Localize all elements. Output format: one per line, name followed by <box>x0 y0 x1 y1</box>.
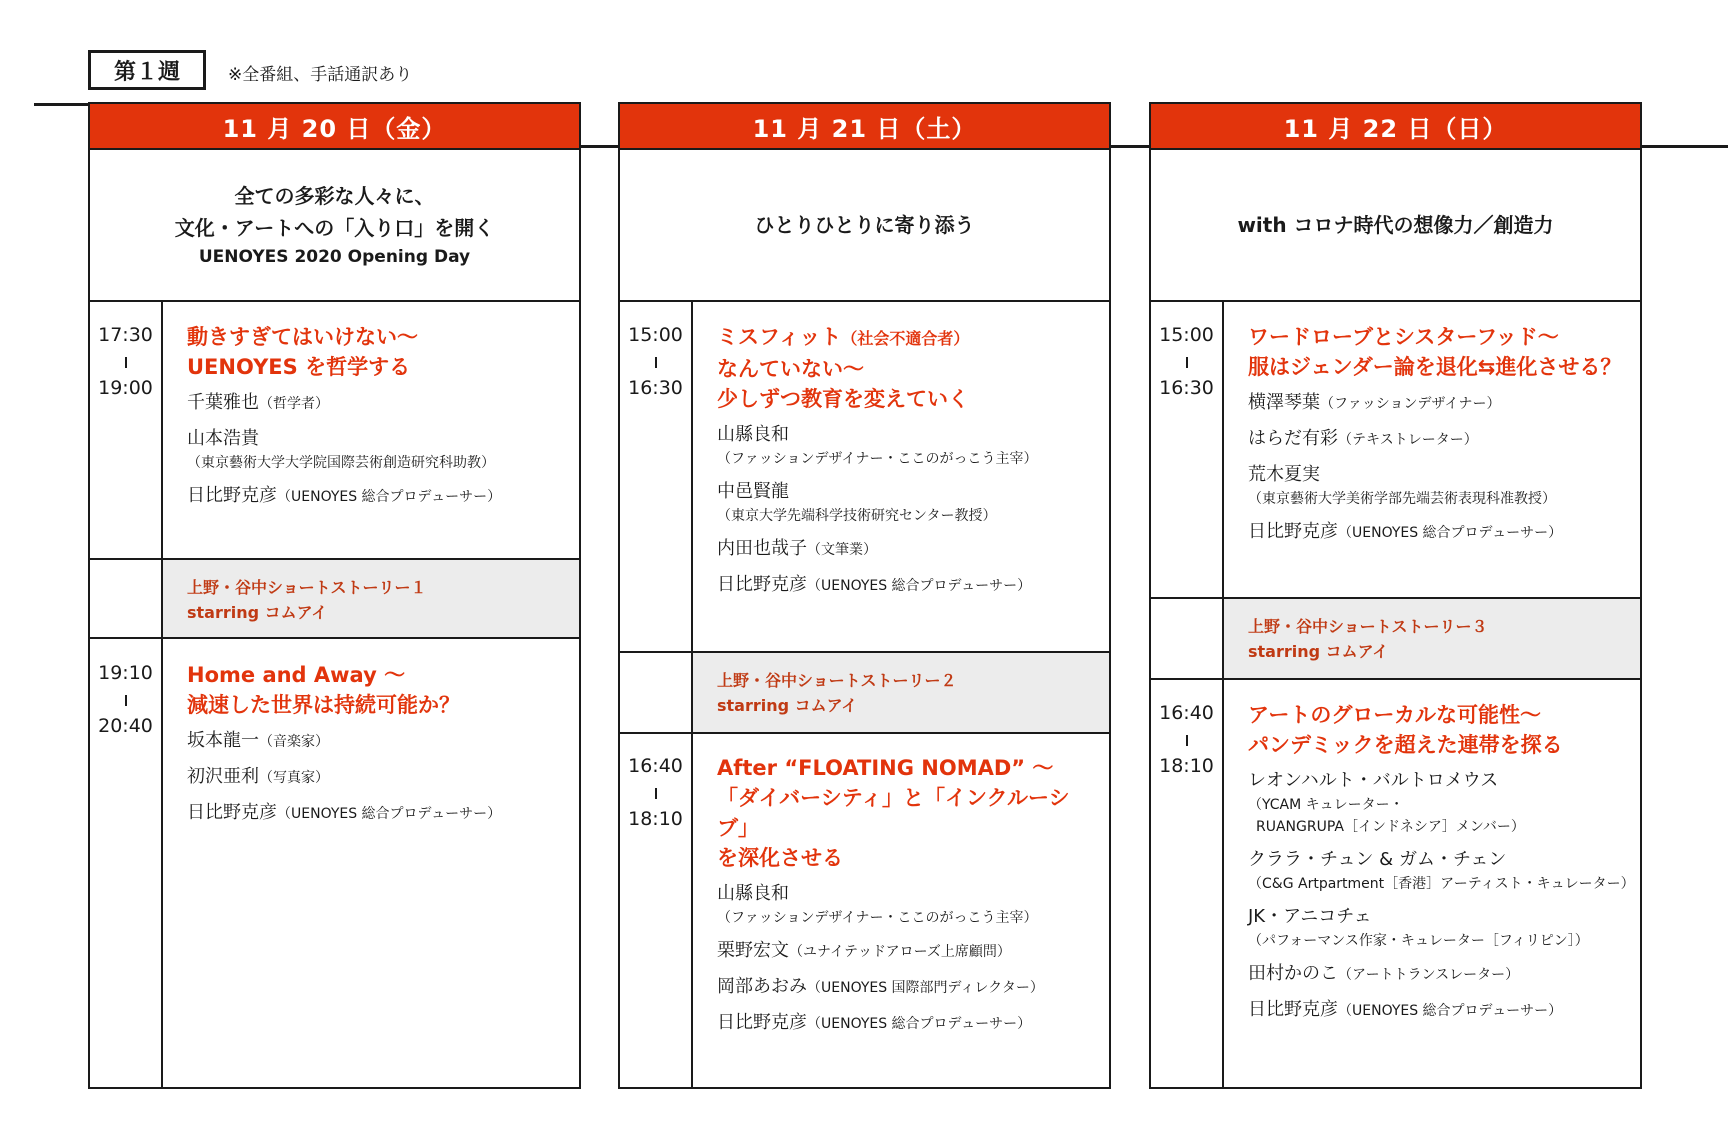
session-title: 動きすぎてはいけない〜 UENOYES を哲学する <box>187 325 418 379</box>
speaker: JK・アニコチェ （パフォーマンス作家・キュレーター［フィリピン］） <box>1248 906 1589 949</box>
speaker: 山本浩貴 （東京藝術大学大学院国際芸術創造研究科助教） <box>187 428 495 471</box>
time-start: 17:30 <box>98 324 153 346</box>
speaker: 日比野克彦（UENOYES 総合プロデューサー） <box>717 1012 1032 1033</box>
theme-line-1: ひとりひとりに寄り添う <box>754 213 975 237</box>
session-block <box>187 322 571 519</box>
header-rule-left <box>34 103 89 106</box>
row-separator <box>620 732 1109 734</box>
speaker: 横澤琴葉（ファッションデザイナー） <box>1248 392 1501 413</box>
session-title: Home and Away 〜 減速した世界は持続可能か？ <box>187 663 460 717</box>
sign-language-note: ※全番組、手話通訳あり <box>228 65 413 85</box>
date-header: 11 月 20 日（金） <box>88 102 581 150</box>
speaker: 日比野克彦（UENOYES 総合プロデューサー） <box>1248 521 1563 542</box>
time-end: 19:00 <box>98 377 153 399</box>
speaker: 栗野宏文（ユナイテッドアローズ上席顧問） <box>717 940 1011 961</box>
time-range-tick <box>125 357 127 368</box>
session-title: After “FLOATING NOMAD” 〜 「ダイバーシティ」と「インクルーシブ」 を深化させる <box>717 756 1070 870</box>
speaker: 荒木夏実 （東京藝術大学美術学部先端芸術表現科准教授） <box>1248 464 1556 507</box>
time-end: 16:30 <box>1159 377 1214 399</box>
session-block <box>717 322 1101 608</box>
session-block <box>187 660 571 836</box>
time-range-tick <box>655 357 657 368</box>
time-range-tick <box>655 788 657 799</box>
speaker: 千葉雅也（哲学者） <box>187 392 329 413</box>
interlude-band <box>693 653 1109 732</box>
day-column-nov20 <box>88 102 581 1089</box>
header-rule-right <box>1641 145 1728 148</box>
row-separator <box>90 637 579 639</box>
session-block <box>1248 322 1632 555</box>
speaker: 日比野克彦（UENOYES 総合プロデューサー） <box>187 802 502 823</box>
time-start: 15:00 <box>1159 324 1214 346</box>
time-end: 18:10 <box>1159 755 1214 777</box>
row-separator <box>1151 678 1640 680</box>
interlude-text: 上野・谷中ショートストーリー３ starring コムアイ <box>1248 617 1488 661</box>
time-range-tick <box>1186 357 1188 368</box>
session-title: アートのグローカルな可能性〜 パンデミックを超えた連帯を探る <box>1248 703 1563 757</box>
session-time <box>1151 700 1222 780</box>
session-time <box>620 322 691 402</box>
speaker: 日比野克彦（UENOYES 総合プロデューサー） <box>187 485 502 506</box>
time-start: 15:00 <box>628 324 683 346</box>
session-time <box>1151 322 1222 402</box>
speaker: 坂本龍一（音楽家） <box>187 730 329 751</box>
header-rule-gap-2 <box>1110 145 1150 148</box>
speaker: 岡部あおみ（UENOYES 国際部門ディレクター） <box>717 976 1044 997</box>
speaker: はらだ有彩（テキストレーター） <box>1248 428 1478 449</box>
interlude-text: 上野・谷中ショートストーリー２ starring コムアイ <box>717 671 957 715</box>
time-range-tick <box>1186 735 1188 746</box>
header-rule-gap-1 <box>580 145 619 148</box>
speaker: 中邑賢龍 （東京大学先端科学技術研究センター教授） <box>717 481 997 524</box>
theme-subtitle: UENOYES 2020 Opening Day <box>198 247 471 267</box>
speaker: 内田也哉子（文筆業） <box>717 538 877 559</box>
session-title: ワードローブとシスターフッド〜 服はジェンダー論を退化⇆進化させる？ <box>1248 325 1622 379</box>
interlude-band <box>163 560 579 637</box>
session-block <box>1248 700 1635 1033</box>
theme-line-1: with コロナ時代の想像力／創造力 <box>1237 213 1554 237</box>
theme-line-1: 全ての多彩な人々に、 <box>234 184 435 208</box>
date-header: 11 月 22 日（日） <box>1149 102 1642 150</box>
day-column-nov21 <box>618 102 1111 1089</box>
day-theme <box>90 150 579 302</box>
session-title: ミスフィット（社会不適合者） なんていない〜 少しずつ教育を変えていく <box>717 325 970 411</box>
speaker: 山縣良和 （ファッションデザイナー・ここのがっこう主宰） <box>717 883 1038 926</box>
speaker: 山縣良和 （ファッションデザイナー・ここのがっこう主宰） <box>717 424 1038 467</box>
speaker: 日比野克彦（UENOYES 総合プロデューサー） <box>717 574 1032 595</box>
speaker: クララ・チュン & ガム・チェン （C&G Artpartment［香港］アーティスト・キュレーター） <box>1248 849 1635 892</box>
interlude-band <box>1224 599 1640 678</box>
speaker: レオンハルト・バルトロメウス （YCAM キュレーター・ RUANGRUPA［インドネシア］メンバー） <box>1248 770 1525 835</box>
time-start: 16:40 <box>628 755 683 777</box>
speaker: 日比野克彦（UENOYES 総合プロデューサー） <box>1248 999 1563 1020</box>
time-divider <box>161 300 163 1087</box>
time-start: 19:10 <box>98 662 153 684</box>
interlude-text: 上野・谷中ショートストーリー１ starring コムアイ <box>187 578 427 622</box>
time-divider <box>1222 300 1224 1087</box>
time-range-tick <box>125 695 127 706</box>
time-end: 20:40 <box>98 715 153 737</box>
time-start: 16:40 <box>1159 702 1214 724</box>
session-time <box>620 753 691 833</box>
session-time <box>90 322 161 402</box>
week-label: 第１週 <box>88 50 206 90</box>
day-theme <box>620 150 1109 302</box>
session-time <box>90 660 161 740</box>
session-block <box>717 753 1101 1046</box>
speaker: 田村かのこ（アートトランスレーター） <box>1248 963 1520 984</box>
speaker: 初沢亜利（写真家） <box>187 766 329 787</box>
time-end: 18:10 <box>628 808 683 830</box>
day-column-nov22 <box>1149 102 1642 1089</box>
date-header: 11 月 21 日（土） <box>618 102 1111 150</box>
time-end: 16:30 <box>628 377 683 399</box>
theme-line-2: 文化・アートへの「入り口」を開く <box>174 216 495 240</box>
day-theme <box>1151 150 1640 302</box>
